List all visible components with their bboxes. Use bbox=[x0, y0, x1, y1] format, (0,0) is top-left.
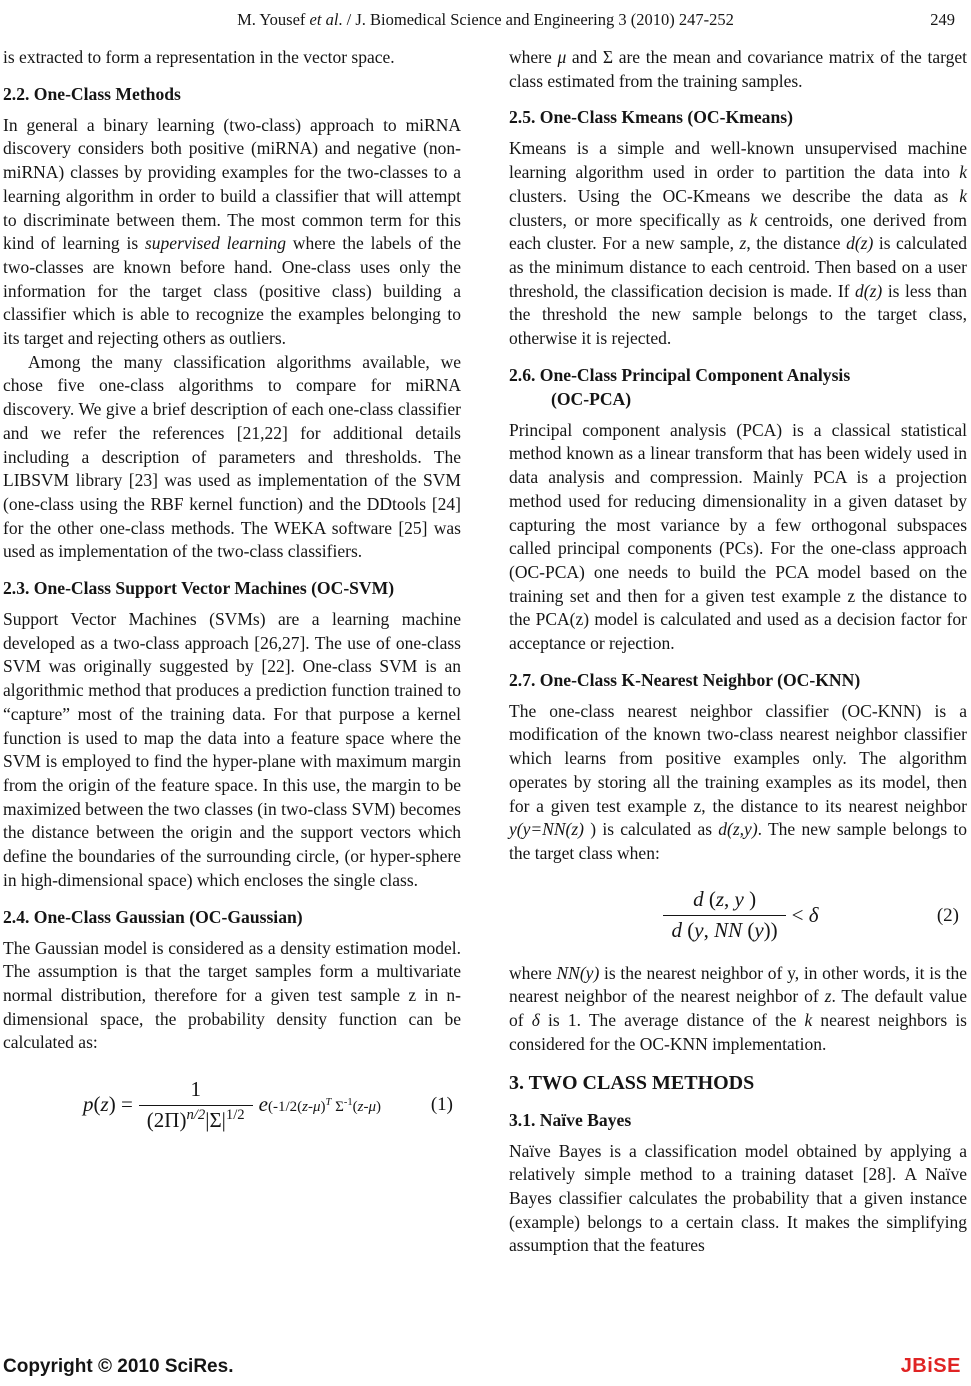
section-2-2-paragraph-2: Among the many classification algorithms available, we chose five one-class algorithms to compare for miRNA discovery. We give a brief description of each one-class classifier and we refer the references [21,22] for additional details including a description of parameters and thresholds. The LIBSVM library [23] was used as implementation of the SVM (one-class using the RBF kernel function) and the DDtools [24] for the other one-class methods. The WEKA software [25] was used as implementation of the two-class classifiers. bbox=[3, 351, 461, 562]
equation-1-numerator: 1 bbox=[190, 1076, 201, 1101]
equation-1-lhs: p(z) = bbox=[83, 1092, 133, 1117]
equation-2-number: (2) bbox=[936, 904, 959, 926]
section-3-heading: 3. TWO CLASS METHODS bbox=[509, 1071, 755, 1094]
equation-1-exp-base: e bbox=[258, 1092, 268, 1117]
equation-2-rhs: < δ bbox=[791, 902, 819, 927]
equation-1-denominator: $(2\Pi)^{n/2}|\Sigma|^{1/2}$ bbox=[139, 1105, 253, 1133]
two-column-body bbox=[3, 46, 968, 1258]
right-column bbox=[509, 46, 967, 1258]
section-2-6-heading-line2: (OC-PCA) bbox=[551, 388, 632, 409]
section-2-5-paragraph-1: Kmeans is a simple and well-known unsupervised machine learning algorithm used in order to partition the data into k clusters. Using the OC-Kmeans we describe the data as k clusters, or more specifically as k centroids, one derived from each cluster. For a new sample, z, the distance d(z) is calculated as the minimum distance to each centroid. Then based on a user threshold, the classification decision is made. If d(z) is less than the threshold the new sample belongs to the target class, otherwise it is rejected. bbox=[509, 138, 967, 349]
section-2-3-heading: 2.3. One-Class Support Vector Machines (OC-SVM) bbox=[3, 578, 395, 599]
equation-1 bbox=[3, 1073, 461, 1137]
section-2-5-heading: 2.5. One-Class Kmeans (OC-Kmeans) bbox=[509, 107, 793, 128]
equation-2-fraction bbox=[663, 888, 785, 942]
equation-1-body bbox=[83, 1078, 381, 1132]
section-2-6-heading-line1: 2.6. One-Class Principal Component Analysis bbox=[509, 364, 851, 385]
section-2-4-heading: 2.4. One-Class Gaussian (OC-Gaussian) bbox=[3, 906, 303, 927]
paragraph-where-mu-sigma: where μ and Σ are the mean and covariance matrix of the target class estimated from the training samples. bbox=[509, 47, 967, 91]
section-2-7-paragraph-2: where NN(y) is the nearest neighbor of y, in other words, it is the nearest neighbor of the nearest neighbor of z. The default value of δ is 1. The average distance of the k nearest neighbors is considered for the OC-KNN implementation. bbox=[509, 962, 967, 1054]
left-column bbox=[3, 46, 461, 1258]
section-2-7-paragraph-1: The one-class nearest neighbor classifier (OC-KNN) is a modification of the known two-class nearest neighbor classifier which learns from positive examples only. The algorithm operates by storing all the training examples as its model, then for a given test example z, the distance to its nearest neighbor y(y=NN(z) ) is calculated as d(z,y). The new sample belongs to the target class when: bbox=[509, 700, 967, 863]
section-2-2-paragraph-1: In general a binary learning (two-class) approach to miRNA discovery considers both positive (miRNA) and negative (non-miRNA) classes by providing examples for the two-classes to a learning algorithm in order to build a classifier that will attempt to discriminate between them. The most common term for this kind of learning is supervised learning where the labels of the two-classes are known before hand. One-class uses only the information for the target class (positive class) building a classifier which is able to recognize the examples belonging to its target and rejecting others as outliers. bbox=[3, 114, 462, 349]
section-3-1-heading: 3.1. Naïve Bayes bbox=[509, 1109, 632, 1130]
paragraph-continuation: is extracted to form a representation in the vector space. bbox=[3, 47, 395, 67]
equation-1-exponent: ($-1/2(z-\mu)^T$ $\Sigma^{-1}(z-\mu)$ bbox=[267, 1097, 381, 1116]
equation-2-body bbox=[657, 888, 818, 942]
section-2-7-heading: 2.7. One-Class K-Nearest Neighbor (OC-KNN) bbox=[509, 669, 861, 690]
section-2-2-heading: 2.2. One-Class Methods bbox=[3, 83, 181, 104]
section-2-6-heading bbox=[509, 363, 967, 411]
equation-1-number: (1) bbox=[430, 1094, 453, 1116]
page-header bbox=[0, 8, 971, 34]
running-title: M. Yousef et al. / J. Biomedical Science and Engineering 3 (2010) 247-252 bbox=[237, 10, 734, 29]
journal-logo: JBiSE bbox=[900, 1355, 961, 1377]
page-footer bbox=[3, 1355, 961, 1378]
section-2-4-paragraph-1: The Gaussian model is considered as a density estimation model. The assumption is that the target samples form a multivariate normal distribution, therefore for a given test sample z in n-dimensional space, the probability density function can be calculated as: bbox=[3, 937, 461, 1053]
equation-2 bbox=[509, 884, 967, 948]
equation-2-denominator: d (y, NN (y)) bbox=[663, 915, 785, 943]
page-number: 249 bbox=[930, 10, 955, 29]
section-2-6-paragraph-1: Principal component analysis (PCA) is a classical statistical method known as a linear transform that has been widely used in data analysis and compression. Mainly PCA is a projection method used for reducing dimensionality in a given dataset by capturing the most variance by a few orthogonal subspaces called principal components (PCs). For the one-class approach (OC-PCA) one needs to build the PCA model based on the training set and then for a given test example z the distance to the PCA(z) model is calculated and used as a decision factor for acceptance or rejection. bbox=[509, 419, 967, 654]
equation-1-fraction bbox=[139, 1078, 253, 1132]
section-3-1-paragraph-1: Naïve Bayes is a classification model obtained by applying a relatively simple method to a training dataset [28]. A Naïve Bayes classifier calculates the probability that a given instance (example) belongs to a certain class. It makes the simplifying assumption that the features bbox=[509, 1140, 967, 1256]
section-2-3-paragraph-1: Support Vector Machines (SVMs) are a learning machine developed as a two-class approach [26,27]. The use of one-class SVM was originally suggested by [22]. One-class SVM is an algorithmic method that produces a prediction function trained to “capture” most of the training data. For that purpose a kernel function is used to map the data into a feature space where the SVM is employed to find the hyper-plane with maximum margin from the origin of the feature space. In this use, the margin to be maximized between the two classes (in two-class SVM) becomes the distance between the origin and the support vectors which define the boundaries of the surrounding circle, (or hyper-sphere in high-dimensional space) which encloses the single class. bbox=[3, 609, 461, 890]
copyright-notice: Copyright © 2010 SciRes. bbox=[3, 1356, 234, 1377]
equation-2-numerator: d (z, y ) bbox=[693, 887, 757, 912]
